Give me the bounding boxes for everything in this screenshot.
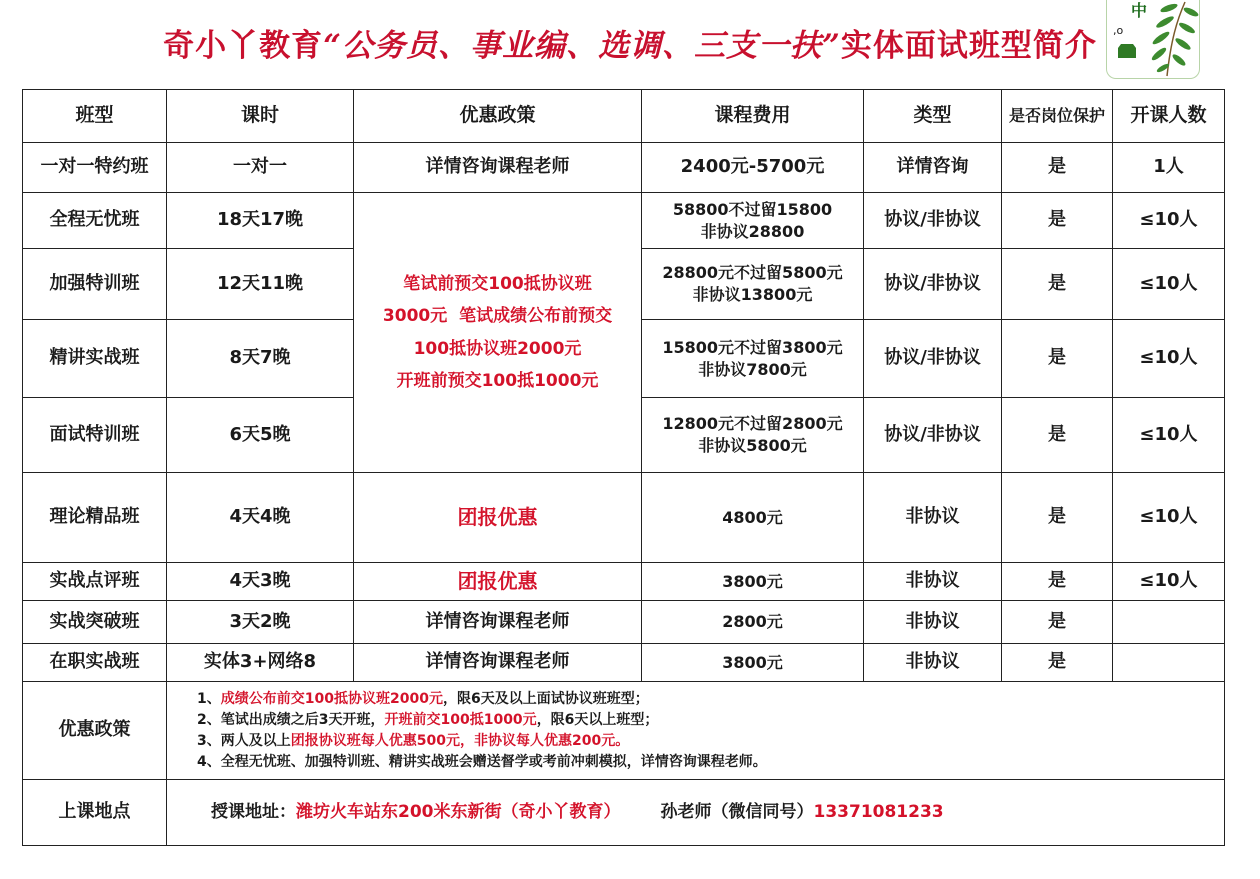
- class-fee: [642, 398, 864, 473]
- class-name: 精讲实战班: [23, 320, 167, 398]
- title-prefix: 奇小丫教育: [163, 28, 324, 64]
- class-protect: 是: [1002, 398, 1113, 473]
- class-type: 非协议: [864, 563, 1002, 601]
- class-type: 非协议: [864, 473, 1002, 563]
- class-name: 理论精品班: [23, 473, 167, 563]
- contact-phone: 13371081233: [813, 802, 944, 823]
- policy-note: 4、全程无忧班、加强特训班、精讲实战班会赠送督学或考前冲刺模拟，详情咨询课程老师。: [197, 753, 767, 770]
- policy-note: 2、笔试出成绩之后3天开班，开班前交100抵1000元，限6天以上班型；: [197, 711, 659, 728]
- policy-line: 开班前预交100抵1000元: [396, 370, 599, 391]
- table-row: [23, 601, 1225, 644]
- class-fee: [642, 193, 864, 249]
- class-policy: 详情咨询课程老师: [354, 143, 642, 193]
- class-protect: 是: [1002, 473, 1113, 563]
- class-hours: 4天3晚: [167, 563, 354, 601]
- class-size: ≤10人: [1113, 249, 1225, 320]
- class-size: ≤10人: [1113, 473, 1225, 563]
- class-size: [1113, 601, 1225, 644]
- class-size: ≤10人: [1113, 320, 1225, 398]
- fee-line: 非协议5800元: [698, 436, 807, 455]
- location-info: [167, 780, 1225, 846]
- class-policy: 详情咨询课程老师: [354, 644, 642, 682]
- leaf-branch-icon: [1107, 0, 1199, 78]
- class-type: 非协议: [864, 601, 1002, 644]
- fee-line: 非协议7800元: [698, 359, 807, 379]
- class-protect: 是: [1002, 563, 1113, 601]
- fee-line: 12800元不过留2800元: [662, 414, 843, 434]
- table-row: [23, 193, 1225, 249]
- class-name: 实战突破班: [23, 601, 167, 644]
- class-hours: 8天7晚: [167, 320, 354, 398]
- class-protect: 是: [1002, 644, 1113, 682]
- table-header-row: [23, 90, 1225, 143]
- fee-line: 58800不过留15800: [672, 199, 833, 219]
- policy-notes: [167, 682, 1225, 780]
- class-protect: 是: [1002, 601, 1113, 644]
- class-name: 面试特训班: [23, 398, 167, 473]
- brand-logo: [1106, 0, 1200, 79]
- header-fee: 课程费用: [642, 90, 864, 143]
- class-hours: 一对一: [167, 143, 354, 193]
- policy-row: [23, 682, 1225, 780]
- location-label: 上课地点: [23, 780, 167, 846]
- address-value: 潍坊火车站东200米东新街（奇小丫教育）: [296, 802, 621, 823]
- class-type: 非协议: [864, 644, 1002, 682]
- address-label: 授课地址：: [211, 802, 296, 823]
- policy-note: 3、两人及以上团报协议班每人优惠500元，非协议每人优惠200元。: [197, 732, 630, 749]
- class-name: 加强特训班: [23, 249, 167, 320]
- title-suffix: 实体面试班型简介: [840, 28, 1097, 64]
- class-type: 协议/非协议: [864, 320, 1002, 398]
- class-fee: 2800元: [642, 601, 864, 644]
- header-policy: 优惠政策: [354, 90, 642, 143]
- class-fee: 4800元: [642, 473, 864, 563]
- table-row: [23, 563, 1225, 601]
- class-hours: 3天2晚: [167, 601, 354, 644]
- class-name: 在职实战班: [23, 644, 167, 682]
- group-discount: 团报优惠: [354, 563, 642, 601]
- class-size: ≤10人: [1113, 193, 1225, 249]
- class-hours: 4天4晚: [167, 473, 354, 563]
- table-row: [23, 644, 1225, 682]
- class-size: ≤10人: [1113, 398, 1225, 473]
- fee-line: 28800元不过留5800元: [662, 263, 843, 283]
- fee-line: 非协议13800元: [692, 285, 813, 304]
- class-protect: 是: [1002, 249, 1113, 320]
- header-class: 班型: [23, 90, 167, 143]
- group-discount: 团报优惠: [354, 473, 642, 563]
- policy-line: 笔试前预交100抵协议班: [403, 273, 592, 294]
- header-size: 开课人数: [1113, 90, 1225, 143]
- class-hours: 实体3+网络8: [167, 644, 354, 682]
- title-quoted: “公务员、事业编、选调、三支一扶”: [323, 28, 841, 64]
- fee-line: 非协议28800: [700, 221, 805, 241]
- location-row: [23, 780, 1225, 846]
- policy-note: 1、成绩公布前交100抵协议班2000元，限6天及以上面试协议班班型；: [197, 690, 649, 707]
- class-fee: [642, 249, 864, 320]
- class-fee: [642, 320, 864, 398]
- class-type: 协议/非协议: [864, 398, 1002, 473]
- class-name: 实战点评班: [23, 563, 167, 601]
- class-protect: 是: [1002, 320, 1113, 398]
- policy-line: 100抵协议班2000元: [413, 338, 582, 359]
- class-hours: 18天17晚: [167, 193, 354, 249]
- class-fee: 2400元-5700元: [642, 143, 864, 193]
- class-size: [1113, 644, 1225, 682]
- class-hours: 6天5晚: [167, 398, 354, 473]
- class-size: ≤10人: [1113, 563, 1225, 601]
- table-row: [23, 473, 1225, 563]
- class-type: 详情咨询: [864, 143, 1002, 193]
- shared-policy-cell: [354, 193, 642, 473]
- class-policy: 详情咨询课程老师: [354, 601, 642, 644]
- class-protect: 是: [1002, 193, 1113, 249]
- class-type: 协议/非协议: [864, 249, 1002, 320]
- logo-mark: ,o: [1113, 24, 1124, 37]
- class-hours: 12天11晚: [167, 249, 354, 320]
- header-hours: 课时: [167, 90, 354, 143]
- fee-line: 15800元不过留3800元: [662, 337, 843, 357]
- class-fee: 3800元: [642, 644, 864, 682]
- table-row: [23, 143, 1225, 193]
- page-title: [0, 20, 1260, 65]
- class-fee: 3800元: [642, 563, 864, 601]
- class-type: 协议/非协议: [864, 193, 1002, 249]
- contact-label: 孙老师（微信同号）: [660, 802, 814, 823]
- policy-label: 优惠政策: [23, 682, 167, 780]
- policy-line: 3000元 笔试成绩公布前预交: [382, 306, 613, 327]
- logo-text: 中: [1131, 1, 1148, 20]
- class-name: 全程无忧班: [23, 193, 167, 249]
- header-type: 类型: [864, 90, 1002, 143]
- course-table: [22, 89, 1225, 846]
- header-protect: 是否岗位保护: [1002, 90, 1113, 143]
- class-size: 1人: [1113, 143, 1225, 193]
- class-protect: 是: [1002, 143, 1113, 193]
- class-name: 一对一特约班: [23, 143, 167, 193]
